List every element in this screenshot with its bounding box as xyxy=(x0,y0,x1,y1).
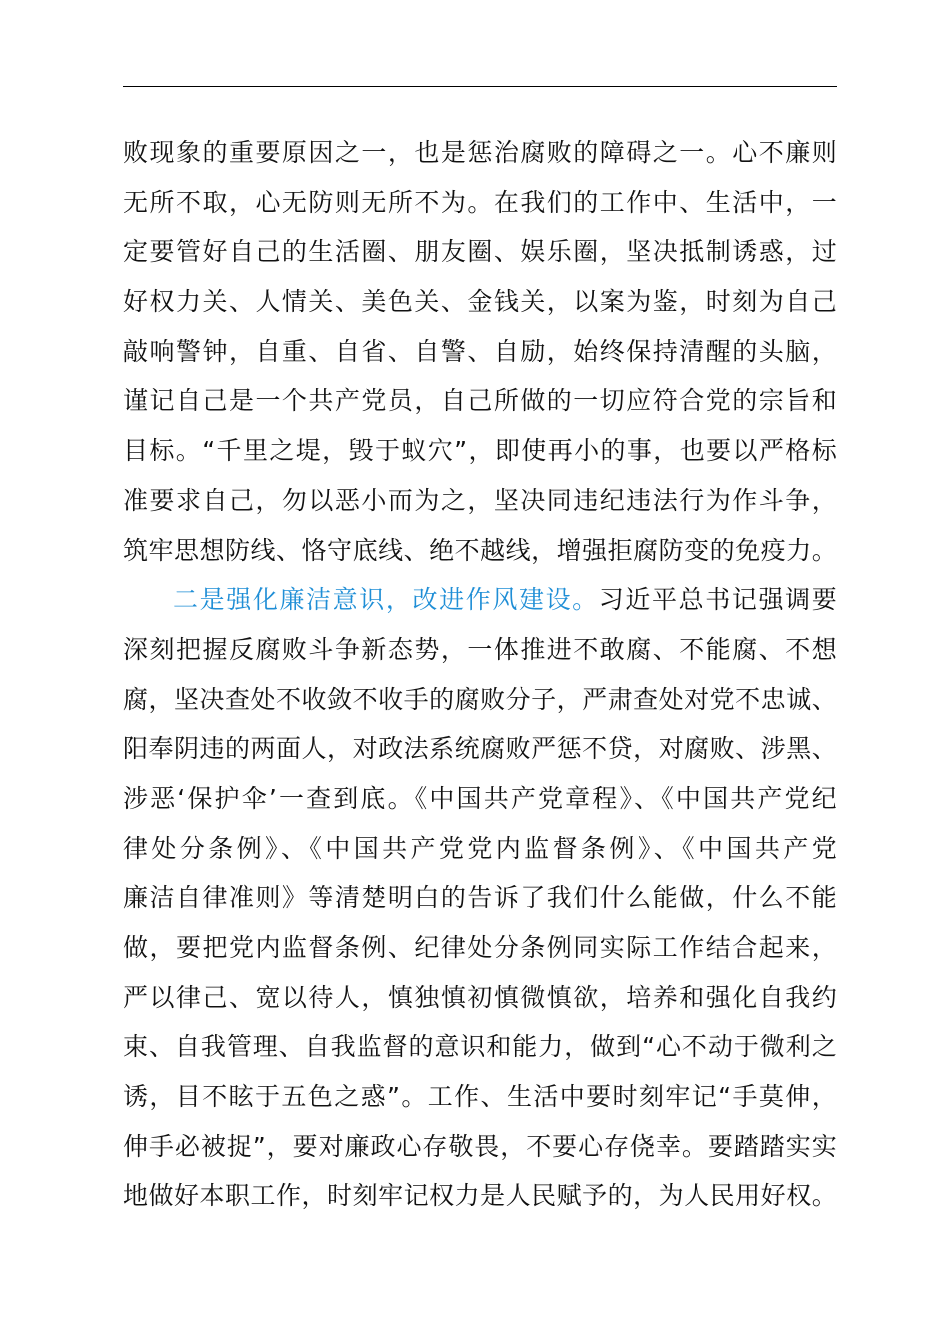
text-line: 地做好本职工作，时刻牢记权力是人民赋予的，为人民用好权。 xyxy=(123,1181,837,1211)
text-line: 束、自我管理、自我监督的意识和能力，做到“心不动于微利之 xyxy=(123,1032,837,1062)
text-line: 深刻把握反腐败斗争新态势，一体推进不敢腐、不能腐、不想 xyxy=(123,634,837,664)
text-line: 严以律己、宽以待人，慎独慎初慎微慎欲，培养和强化自我约 xyxy=(123,982,837,1012)
section-heading: 二是强化廉洁意识，改进作风建设。 xyxy=(173,585,599,615)
text-line: 律处分条例》、《中国共产党党内监督条例》、《中国共产党 xyxy=(123,833,837,863)
text-line: 无所不取，心无防则无所不为。在我们的工作中、生活中，一 xyxy=(123,187,837,217)
header-rule xyxy=(123,86,837,87)
text-line: 败现象的重要原因之一，也是惩治腐败的障碍之一。心不廉则 xyxy=(123,138,837,167)
text-line: 敲响警钟，自重、自省、自警、自励，始终保持清醒的头脑， xyxy=(123,336,837,366)
text-line: 诱，目不眩于五色之惑”。工作、生活中要时刻牢记“手莫伸， xyxy=(123,1082,837,1112)
text-line: 廉洁自律准则》等清楚明白的告诉了我们什么能做，什么不能 xyxy=(123,883,837,913)
text-line: 定要管好自己的生活圈、朋友圈、娱乐圈，坚决抵制诱惑，过 xyxy=(123,237,837,267)
text-line: 谨记自己是一个共产党员，自己所做的一切应符合党的宗旨和 xyxy=(123,386,837,416)
text-line: 目标。“千里之堤，毁于蚁穴”，即使再小的事，也要以严格标 xyxy=(123,436,837,466)
paragraph-2 xyxy=(123,575,837,1221)
text-line: 伸手必被捉”，要对廉政心存敬畏，不要心存侥幸。要踏踏实实 xyxy=(123,1131,837,1161)
text-line: 准要求自己，勿以恶小而为之，坚决同违纪违法行为作斗争， xyxy=(123,485,837,515)
text-line: 筑牢思想防线、恪守底线、绝不越线，增强拒腐防变的免疫力。 xyxy=(123,535,837,565)
text-line: 阳奉阴违的两面人，对政法系统腐败严惩不贷，对腐败、涉黑、 xyxy=(123,734,837,764)
paragraph-1 xyxy=(123,128,837,575)
heading-followup-text: 习近平总书记强调要 xyxy=(598,585,837,615)
text-line: 腐，坚决查处不收敛不收手的腐败分子，严肃查处对党不忠诚、 xyxy=(123,684,837,714)
text-line: 好权力关、人情关、美色关、金钱关，以案为鉴，时刻为自己 xyxy=(123,287,837,317)
text-line: 做，要把党内监督条例、纪律处分条例同实际工作结合起来， xyxy=(123,933,837,962)
text-line: 涉恶‘保护伞’一查到底。《中国共产党章程》、《中国共产党纪 xyxy=(123,783,837,813)
paragraph-2-first-line xyxy=(123,575,837,625)
document-body xyxy=(123,128,837,1221)
